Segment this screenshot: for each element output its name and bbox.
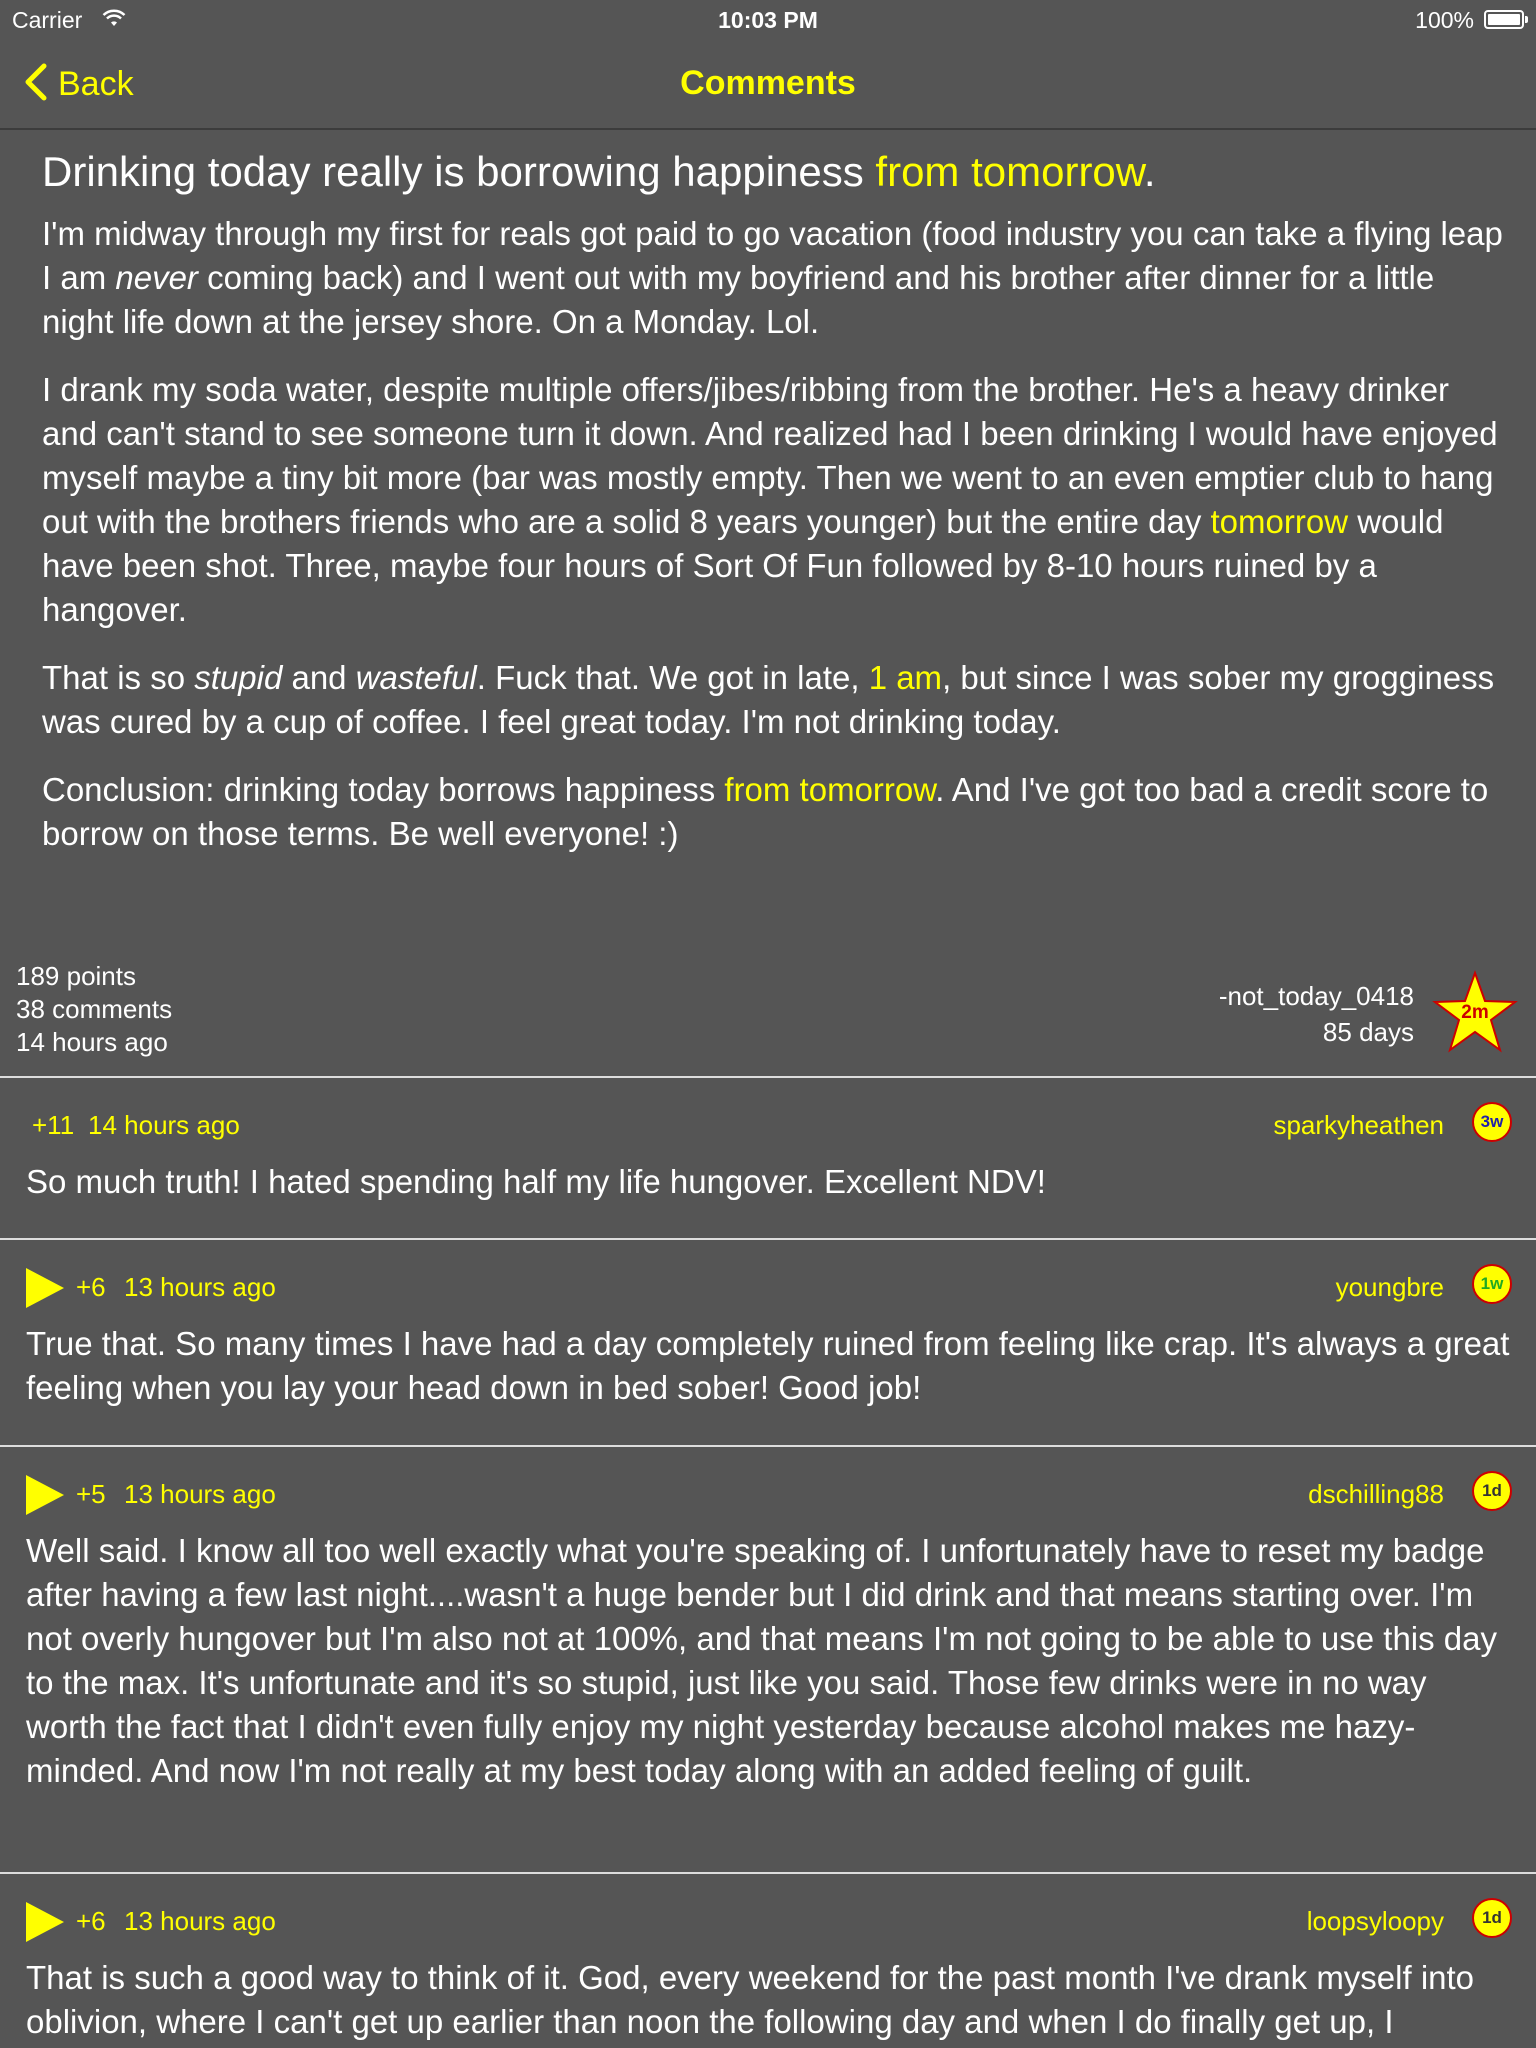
- status-bar: [0, 0, 1536, 40]
- highlight-link[interactable]: from tomorrow: [875, 148, 1144, 195]
- divider: [0, 1445, 1536, 1447]
- clock: 10:03 PM: [718, 7, 818, 33]
- comment-badge: 1d: [1472, 1471, 1512, 1511]
- star-badge-icon: [1432, 970, 1518, 1056]
- post-author-days: 85 days: [1322, 1017, 1414, 1047]
- comment-score: +6: [76, 1272, 106, 1302]
- play-icon[interactable]: [26, 1475, 64, 1515]
- post-paragraph: Conclusion: drinking today borrows happiness from tomorrow. And I've got too bad a credit score to borrow on those terms. Be well everyone! :): [42, 771, 1489, 852]
- post-body: [42, 212, 1512, 856]
- comment-time: 13 hours ago: [124, 1272, 276, 1302]
- comment-item: [0, 1256, 1536, 1436]
- divider: [0, 1872, 1536, 1874]
- comment-item: [0, 1463, 1536, 1863]
- comment-username[interactable]: dschilling88: [1308, 1479, 1444, 1509]
- post-stats: [16, 960, 172, 1059]
- comment-time: 13 hours ago: [124, 1479, 276, 1509]
- comment-header: [0, 1094, 1536, 1154]
- back-label: Back: [58, 64, 134, 103]
- comment-score: +11: [32, 1110, 75, 1140]
- battery-icon: [1484, 10, 1524, 29]
- comment-text: That is such a good way to think of it. God, every weekend for the past month I've drank myself into oblivion, where I can't get up earlier than noon the following day and when I do finally get up, I: [26, 1959, 1475, 2040]
- post-paragraph: I'm midway through my first for reals got paid to go vacation (food industry you can take a flying leap I am never coming back) and I went out with my boyfriend and his brother after dinner for a little night life down at the jersey shore. On a Monday. Lol.: [42, 215, 1503, 340]
- comment-text: True that. So many times I have had a day completely ruined from feeling like crap. It's always a great feeling when you lay your head down in bed sober! Good job!: [26, 1325, 1510, 1406]
- play-icon[interactable]: [26, 1268, 64, 1308]
- battery-percent: 100%: [1415, 7, 1474, 33]
- post-title: Drinking today really is borrowing happiness from tomorrow.: [42, 148, 1156, 195]
- post-author-info: [1219, 978, 1414, 1050]
- play-icon[interactable]: [26, 1902, 64, 1942]
- comment-header: [0, 1463, 1536, 1523]
- comment-badge: 3w: [1472, 1102, 1512, 1142]
- comment-text: So much truth! I hated spending half my life hungover. Excellent NDV!: [26, 1163, 1046, 1200]
- comment-username[interactable]: sparkyheathen: [1273, 1110, 1444, 1140]
- highlight-link[interactable]: from tomorrow: [724, 771, 936, 808]
- post-comment-count: 38 comments: [16, 994, 173, 1024]
- post-paragraph: I drank my soda water, despite multiple offers/jibes/ribbing from the brother. He's a heavy drinker and can't stand to see someone turn it down. And realized had I been drinking I would have enjoyed myself maybe a tiny bit more (bar was mostly empty. Then we went to an even emptier club to hang out with the brothers friends who are a solid 8 years younger) but the entire day tomorrow would have been shot. Three, maybe four hours of Sort Of Fun followed by 8-10 hours ruined by a hangover.: [42, 371, 1498, 628]
- comment-header: [0, 1256, 1536, 1316]
- navigation-bar: [0, 40, 1536, 130]
- comment-username[interactable]: loopsyloopy: [1306, 1906, 1444, 1936]
- post-points: 189 points: [16, 961, 136, 991]
- comment-username[interactable]: youngbre: [1335, 1272, 1444, 1302]
- comment-header: [0, 1890, 1536, 1950]
- divider: [0, 1238, 1536, 1240]
- comment-item: [0, 1094, 1536, 1234]
- post-age: 14 hours ago: [16, 1027, 168, 1057]
- comment-score: +6: [76, 1906, 106, 1936]
- comment-time: 13 hours ago: [124, 1906, 276, 1936]
- post-paragraph: That is so stupid and wasteful. Fuck that. We got in late, 1 am, but since I was sober my grogginess was cured by a cup of coffee. I feel great today. I'm not drinking today.: [42, 659, 1495, 740]
- comment-badge: 1w: [1472, 1264, 1512, 1304]
- comment-text: Well said. I know all too well exactly what you're speaking of. I unfortunately have to reset my badge after having a few last night....wasn't a huge bender but I did drink and that means starting over. I'm not overly hungover but I'm also not at 100%, and that means I'm not going to be able to use this day to the max. It's unfortunate and it's so stupid, just like you said. Those few drinks were in no way worth the fact that I didn't even fully enjoy my night yesterday because alcohol makes me hazy-minded. And now I'm not really at my best today along with an added feeling of guilt.: [26, 1532, 1498, 1789]
- comment-item: [0, 1890, 1536, 2048]
- post-author[interactable]: -not_today_0418: [1218, 981, 1414, 1011]
- comment-time: 14 hours ago: [88, 1110, 240, 1140]
- comment-score: +5: [76, 1479, 106, 1509]
- post: [42, 140, 1512, 880]
- divider: [0, 1076, 1536, 1078]
- highlight-link[interactable]: 1 am: [868, 659, 943, 696]
- page-title: Comments: [680, 64, 856, 102]
- highlight-link[interactable]: tomorrow: [1210, 503, 1349, 540]
- comment-badge: 1d: [1472, 1898, 1512, 1938]
- star-badge-label: 2m: [1461, 1002, 1489, 1023]
- carrier-label: Carrier: [12, 7, 83, 33]
